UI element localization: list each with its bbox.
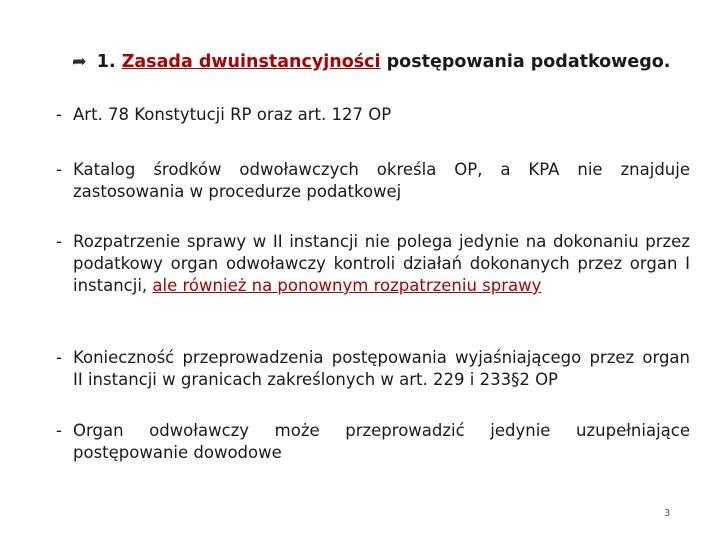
arrow-right-icon: ➦ <box>72 52 87 72</box>
dash-bullet: - <box>56 421 62 440</box>
list-item <box>56 104 690 126</box>
page-number: 3 <box>664 508 671 519</box>
list-item-text: Konieczność przeprowadzenia postępowania wyjaśniającego przez organ II instancji w granicach zakreślonych w art. 229 i 233§2 OP <box>73 348 690 389</box>
list-item-text-highlight: ale również na ponownym rozpatrzeniu sprawy <box>152 276 542 295</box>
list-item <box>56 347 690 391</box>
list-item <box>56 159 690 203</box>
list-item-text: Katalog środków odwoławczych określa OP, a KPA nie znajduje zastosowania w procedurze podatkowej <box>73 160 690 201</box>
list-item <box>56 420 690 464</box>
heading-highlight: Zasada dwuinstancyjności <box>121 52 381 72</box>
list-item-text: Art. 78 Konstytucji RP oraz art. 127 OP <box>73 105 392 124</box>
dash-bullet: - <box>56 105 62 124</box>
list-item-text-plain: Rozpatrzenie sprawy w II instancji nie polega jedynie na dokonaniu przez podatkowy organ odwoławczy kontroli działań dokonanych przez organ I instancji, <box>73 232 690 295</box>
heading-number: 1. <box>96 52 116 72</box>
list-item-text: Organ odwoławczy może przeprowadzić jedynie uzupełniające postępowanie dowodowe <box>73 421 690 462</box>
dash-bullet: - <box>56 232 62 251</box>
heading-rest: postępowania podatkowego. <box>386 52 671 72</box>
dash-bullet: - <box>56 160 62 179</box>
list-item <box>56 231 690 297</box>
slide-heading <box>72 52 670 72</box>
dash-bullet: - <box>56 348 62 367</box>
list-item-text <box>73 231 690 297</box>
